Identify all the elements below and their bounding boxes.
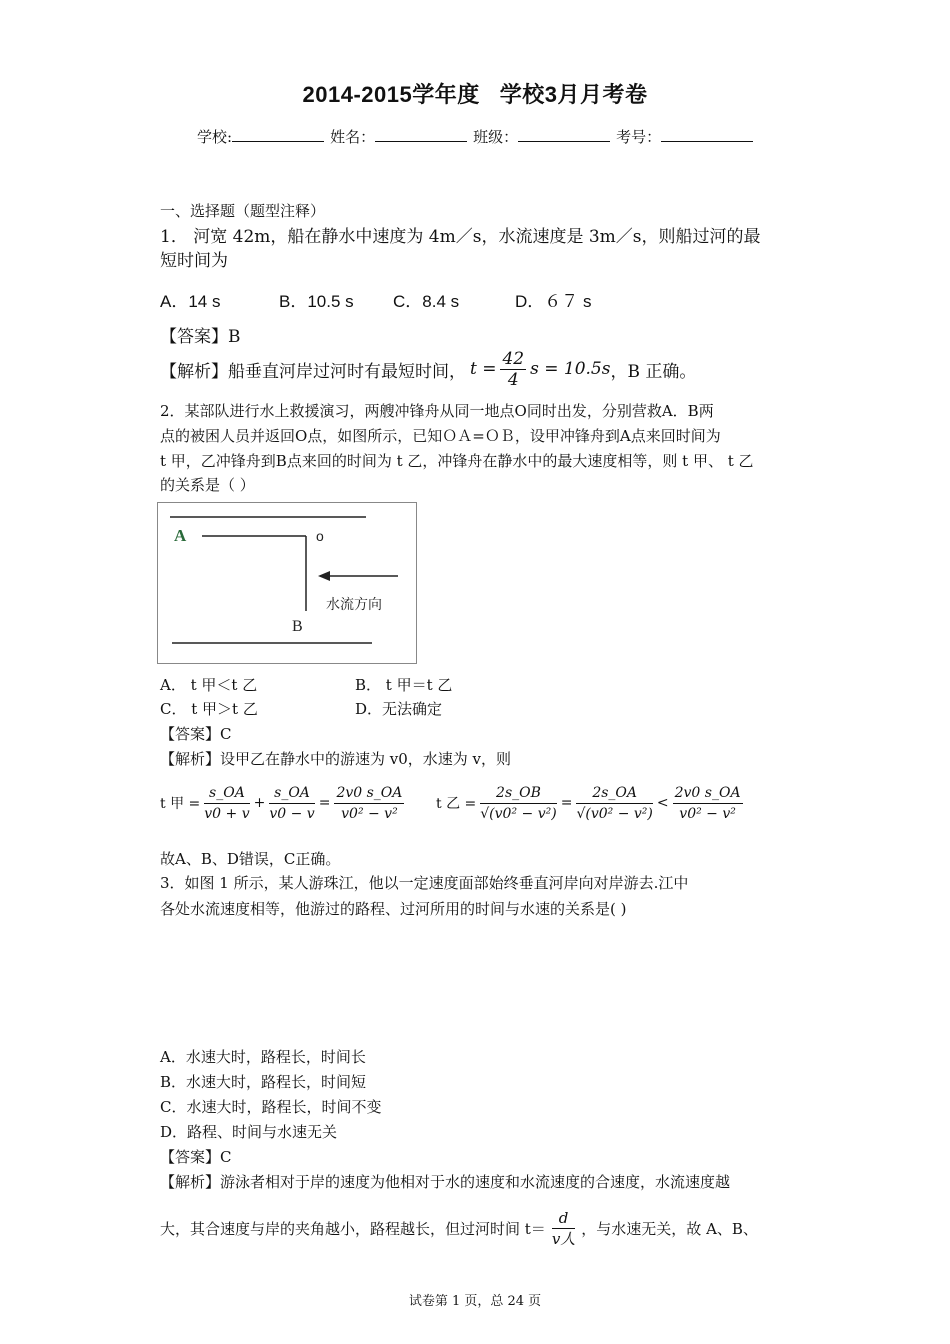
q1-option-b: B．10.5 s	[279, 292, 354, 311]
q2-equation-left	[160, 775, 408, 831]
q2-eq-term4-den: √(v0² − v²)	[480, 805, 557, 822]
q1-eq-numerator: 42	[502, 348, 525, 369]
q1-option-a: A．14 s	[160, 292, 221, 311]
q1-option-c: C．8.4 s	[393, 292, 460, 311]
q2-eq-term5-den: √(v0² − v²)	[576, 805, 653, 822]
q2-text-line4: 的关系是（ ）	[160, 476, 255, 494]
q2-text-line2: 点的被困人员并返回O点，如图所示，已知ＯＡ=ＯＢ，设甲冲锋舟到A点来回时间为	[160, 427, 721, 445]
q1-analysis	[160, 346, 696, 392]
q2-text-line3: t 甲，乙冲锋舟到B点来回的时间为 t 乙，冲锋舟在静水中的最大速度相等，则 t 甲、 t 乙	[160, 452, 754, 470]
q3-option-a: A．水速大时，路程长，时间长	[160, 1048, 366, 1066]
q2-eq-equals-2: =	[560, 795, 573, 811]
q3-eq-den: v人	[551, 1229, 576, 1248]
section-heading: 一、选择题（题型注释）	[160, 202, 326, 220]
q3-eq-fraction	[552, 1208, 575, 1249]
q2-option-b: B． t 甲＝t 乙	[355, 676, 453, 694]
q2-eq-term3-num: 2v0 s_OA	[334, 783, 404, 804]
q2-eq-term6-num: 2v0 s_OA	[673, 783, 743, 804]
q2-eq-term2-num: s_OA	[269, 783, 314, 804]
q3-eq-num: d	[552, 1208, 575, 1229]
q2-eq-term1-den: v0 + v	[204, 805, 250, 822]
q2-text-line1: 2．某部队进行水上救援演习，两艘冲锋舟从同一地点O同时出发，分别营救A．B两	[160, 402, 714, 420]
q1-eq-t: t =	[470, 359, 497, 379]
label-o: o	[316, 528, 324, 544]
id-blank	[661, 127, 753, 142]
q2-option-c: C． t 甲＞t 乙	[160, 700, 258, 718]
q3-analysis-line2	[160, 1200, 758, 1256]
q3-option-c: C．水速大时，路程长，时间不变	[160, 1098, 382, 1116]
q1-eq-denominator: 4	[507, 369, 519, 390]
q1-analysis-suffix: ，B 正确。	[610, 361, 697, 382]
q2-equation-right	[436, 775, 747, 831]
q2-eq-left: t 甲 =	[160, 796, 201, 812]
flow-arrow-head	[318, 571, 330, 581]
q2-eq-term3	[334, 783, 404, 824]
q1-eq-rest: s = 10.5s	[530, 359, 611, 379]
q3-answer: 【答案】C	[160, 1148, 232, 1166]
q1-option-d: D．６７ s	[515, 292, 592, 311]
title-year: 2014-2015学年度	[302, 82, 480, 107]
label-b: B	[292, 618, 303, 635]
q3-analysis-prefix: 大，其合速度与岸的夹角越小，路程越长，但过河时间 t＝	[160, 1219, 546, 1238]
q2-eq-plus: +	[253, 795, 266, 811]
q2-eq-term4-num: 2s_OB	[480, 783, 556, 804]
q2-conclusion: 故A、B、D错误，C正确。	[160, 850, 341, 868]
q2-eq-term4	[480, 783, 556, 824]
class-blank	[518, 127, 610, 142]
q2-eq-term3-den: v0² − v²	[341, 805, 398, 822]
q1-eq-fraction	[500, 349, 526, 390]
q3-option-b: B．水速大时，路程长，时间短	[160, 1073, 367, 1091]
q2-figure	[157, 502, 417, 664]
q2-option-a: A． t 甲＜t 乙	[160, 676, 258, 694]
name-blank	[375, 127, 467, 142]
student-info-line	[197, 126, 759, 147]
q1-text-line1: 1． 河宽 42m，船在静水中速度为 4m／s，水流速度是 3m／s，则船过河的最	[160, 227, 761, 247]
page-footer: 试卷第 1 页，总 24 页	[408, 1294, 542, 1309]
q2-analysis: 【解析】设甲乙在静水中的游速为 v0，水速为 v，则	[160, 750, 512, 768]
q2-eq-right: t 乙 =	[436, 796, 477, 812]
id-label: 考号：	[616, 128, 662, 146]
q3-text-line1: 3．如图 1 所示，某人游珠江，他以一定速度面部始终垂直河岸向对岸游去.江中	[160, 874, 689, 892]
q3-text-line2: 各处水流速度相等，他游过的路程、过河所用的时间与水速的关系是( )	[160, 900, 627, 918]
q1-analysis-prefix: 【解析】船垂直河岸过河时有最短时间，	[160, 361, 466, 382]
label-a: A	[174, 526, 187, 545]
label-flow-direction: 水流方向	[326, 597, 382, 613]
q2-eq-term1	[204, 783, 249, 824]
q2-eq-term6	[673, 783, 743, 824]
q3-analysis-suffix: ，与水速无关，故 A、B、	[581, 1219, 758, 1238]
q2-eq-term6-den: v0² − v²	[679, 805, 736, 822]
school-blank	[232, 127, 324, 142]
q2-eq-term2-den: v0 − v	[269, 805, 315, 822]
school-label: 学校:	[197, 128, 233, 146]
q2-eq-lt: <	[656, 795, 669, 811]
q2-eq-equals: =	[318, 795, 331, 811]
q3-option-d: D．路程、时间与水速无关	[160, 1123, 338, 1141]
name-label: 姓名：	[330, 128, 376, 146]
q2-eq-term2	[269, 783, 314, 824]
q2-eq-term5	[576, 783, 652, 824]
q1-text-line2: 短时间为	[160, 251, 228, 271]
q2-figure-drawing	[158, 503, 416, 663]
q3-analysis-line1: 【解析】游泳者相对于岸的速度为他相对于水的速度和水流速度的合速度，水流速度越	[160, 1173, 731, 1191]
title-school: 学校3月月考卷	[499, 82, 648, 107]
exam-title	[0, 78, 950, 109]
q2-answer: 【答案】C	[160, 725, 232, 743]
class-label: 班级：	[473, 128, 519, 146]
q2-eq-term1-num: s_OA	[204, 783, 249, 804]
q2-option-d: D．无法确定	[355, 700, 443, 718]
q2-eq-term5-num: 2s_OA	[576, 783, 652, 804]
q1-answer: 【答案】B	[160, 327, 241, 347]
